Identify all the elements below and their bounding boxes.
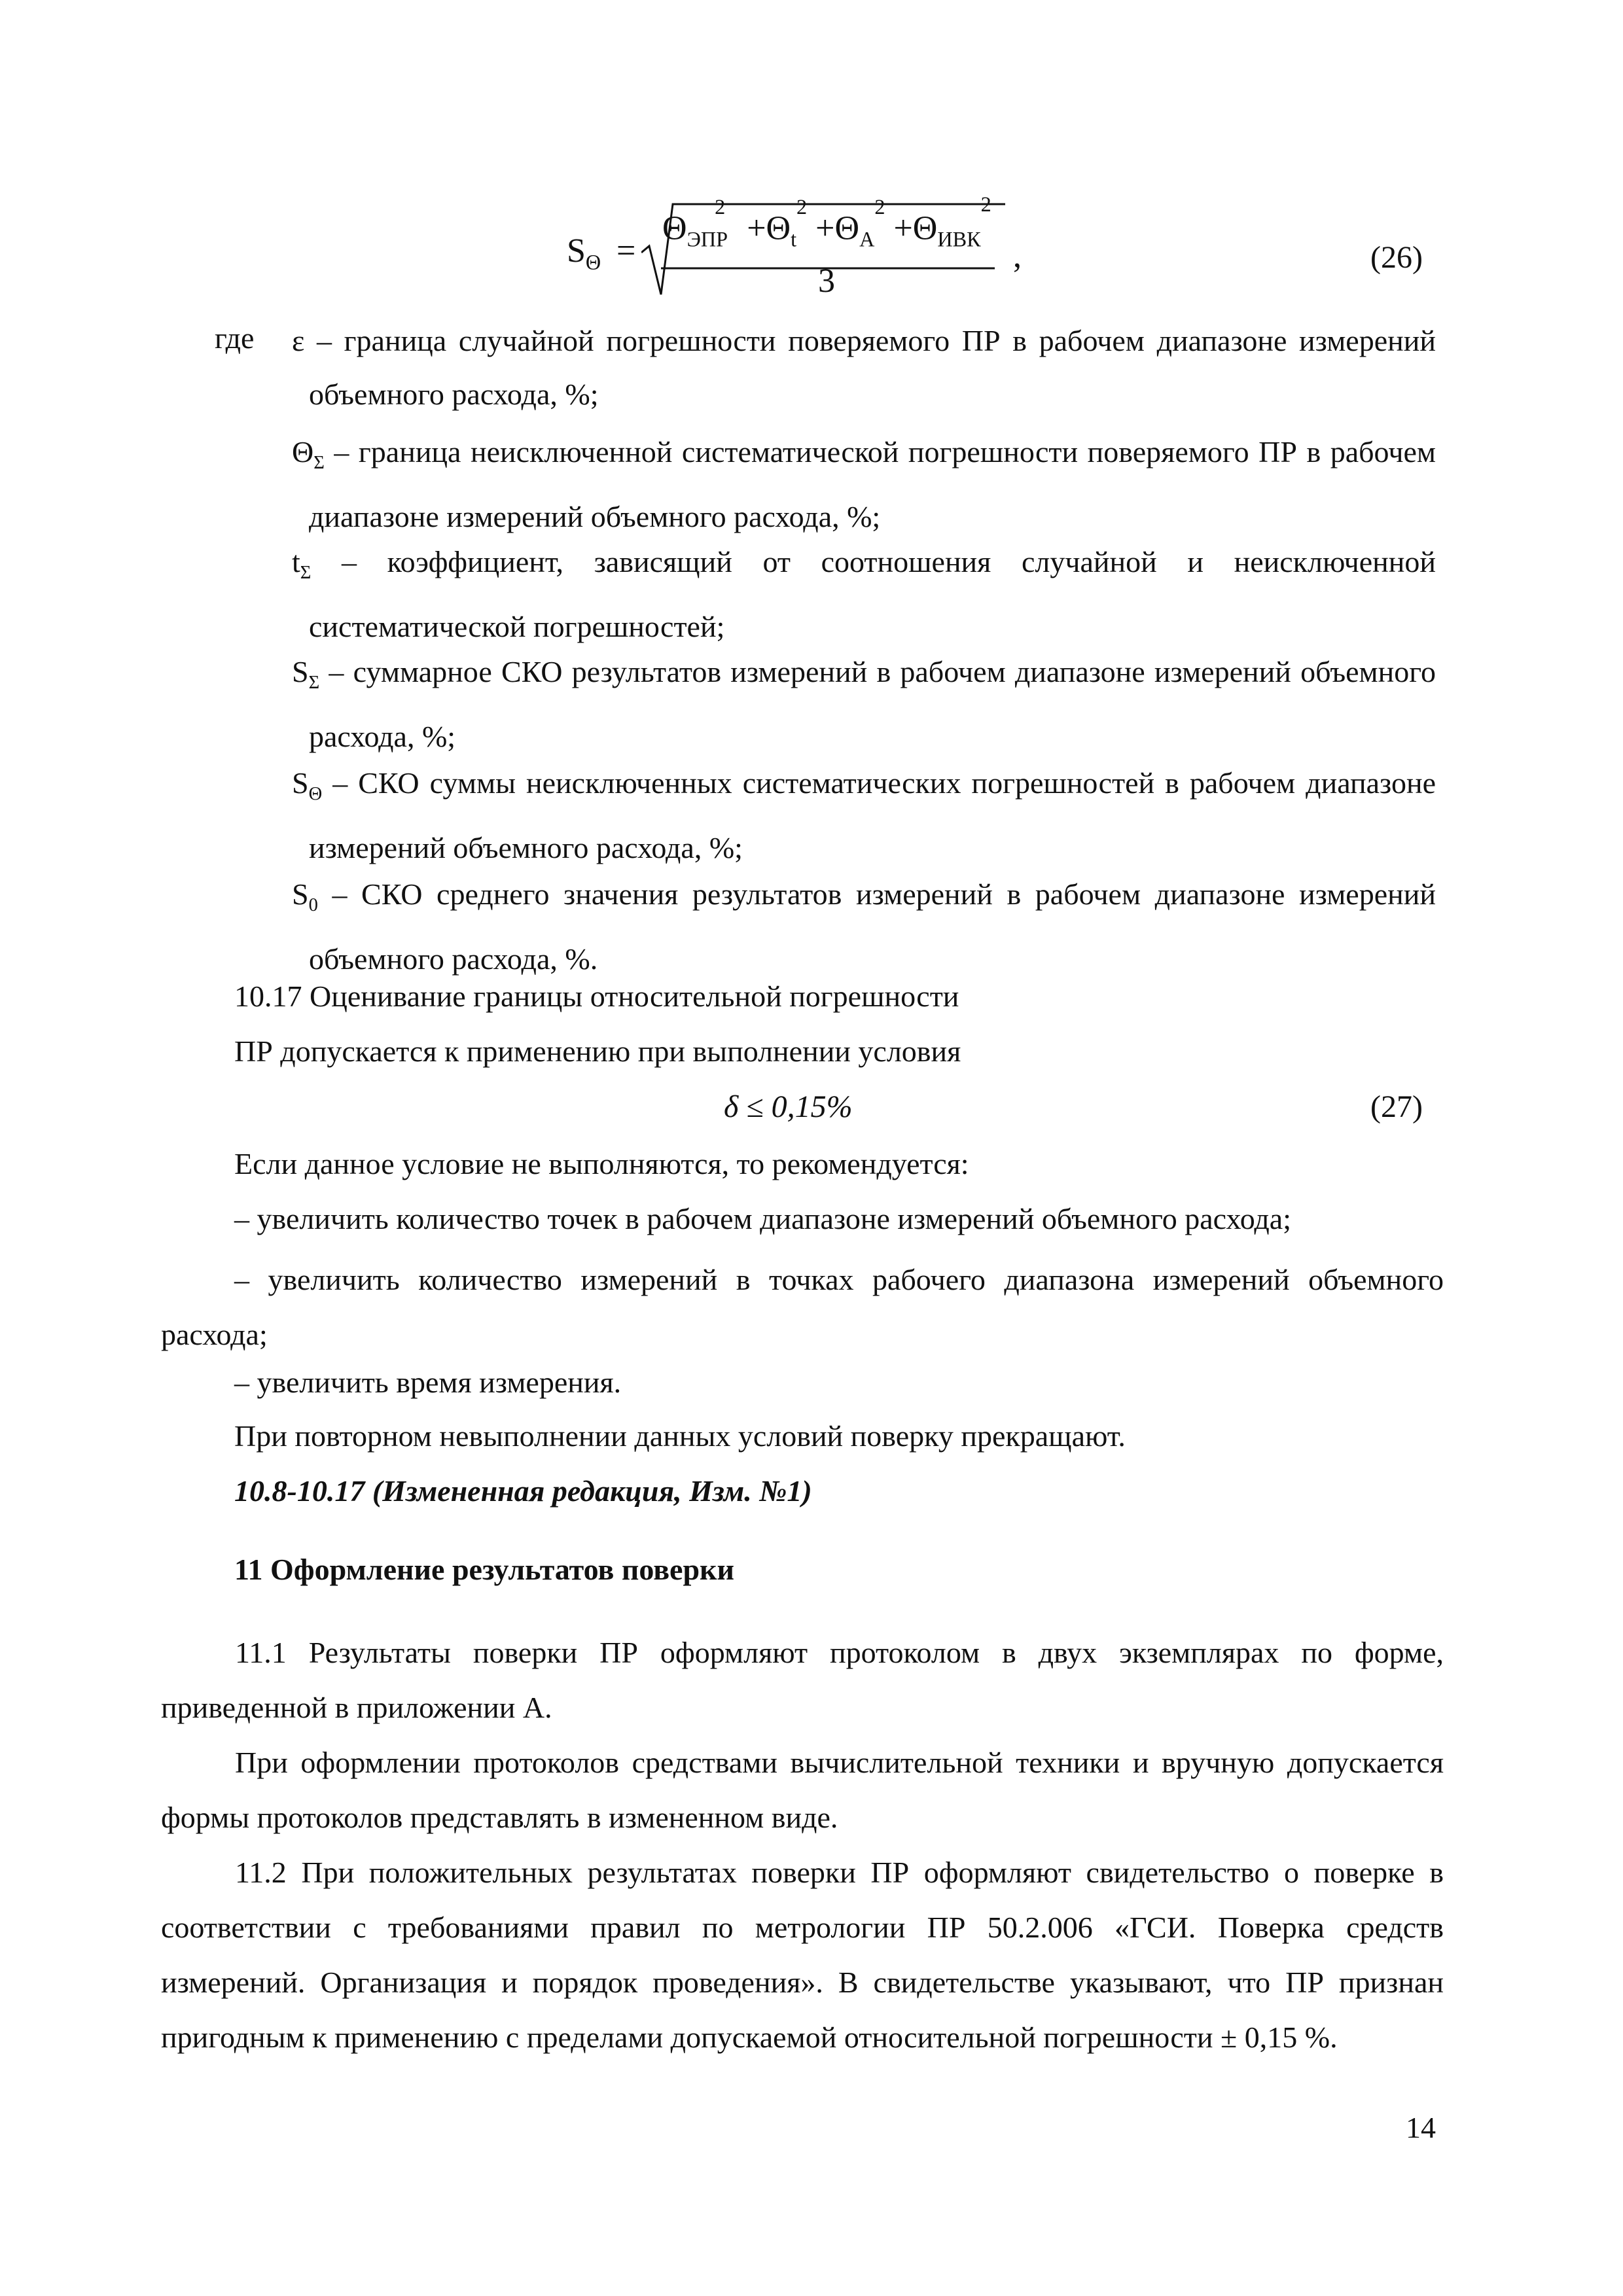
formula-denominator: 3 bbox=[818, 262, 835, 300]
formula-eq: = bbox=[616, 232, 636, 270]
equation-number-26: (26) bbox=[1370, 240, 1423, 275]
paragraph-10-17: 10.17 Оценивание границы относительной погрешности bbox=[234, 980, 959, 1013]
paragraph-11-1b: При оформлении протоколов средствами вычислительной техники и вручную допускается формы протоколов представлять в измененном виде. bbox=[161, 1746, 1444, 1834]
page-number: 14 bbox=[1406, 2111, 1436, 2144]
paragraph-11-1: 11.1 Результаты поверки ПР оформляют протоколом в двух экземплярах по форме, приведенной в приложении А. bbox=[161, 1636, 1444, 1724]
bullet-item: – увеличить количество измерений в точках рабочего диапазона измерений объемного расхода; bbox=[161, 1263, 1444, 1351]
where-label: где bbox=[215, 321, 255, 355]
definition-epsilon: ε – граница случайной погрешности поверяемого ПР в рабочем диапазоне измерений объемного расхода, %; bbox=[292, 324, 1436, 411]
formula-comma: , bbox=[1013, 238, 1022, 275]
change-note: 10.8-10.17 (Измененная редакция, Изм. №1) bbox=[234, 1474, 812, 1508]
formula-lhs: $S_\Theta$ bbox=[567, 232, 601, 274]
definition-t-sigma: $t_\Sigma$ – коэффициент, зависящий от соотношения случайной и неисключенной систематической погрешностей; bbox=[292, 545, 1436, 644]
definition-s-zero: $S_0$ – СКО среднего значения результатов измерений в рабочем диапазоне измерений объемного расхода, %. bbox=[292, 877, 1436, 976]
paragraph-11-2: 11.2 При положительных результатах поверки ПР оформляют свидетельство о поверке в соответствии с требованиями правил по метрологии ПР 50.2.006 «ГСИ. Поверка средств измерений. Организация и порядок проведения». В свидетельстве указывают, что ПР признан пригодным к применению с пределами допускаемой относительной погрешности ± 0,15 %. bbox=[161, 1856, 1444, 2054]
paragraph-repeat: При повторном невыполнении данных условий поверку прекращают. bbox=[234, 1419, 1126, 1453]
paragraph-condition: ПР допускается к применению при выполнении условия bbox=[234, 1034, 961, 1068]
definition-s-theta: $S_\Theta$ – СКО суммы неисключенных систематических погрешностей в рабочем диапазоне измерений объемного расхода, %; bbox=[292, 766, 1436, 865]
bullet-item: – увеличить количество точек в рабочем диапазоне измерений объемного расхода; bbox=[234, 1202, 1291, 1235]
equation-number-27: (27) bbox=[1370, 1089, 1423, 1124]
formula-numerator: $\Theta_{ЭПР}^2 +\Theta_t^2 +\Theta_A^2 +\Theta_{ИВК}^2$ bbox=[662, 192, 991, 251]
section-heading: 11 Оформление результатов поверки bbox=[234, 1553, 735, 1586]
bullet-item: – увеличить время измерения. bbox=[234, 1366, 622, 1399]
paragraph-if-not: Если данное условие не выполняются, то рекомендуется: bbox=[234, 1147, 969, 1180]
definition-s-sigma: $S_\Sigma$ – суммарное СКО результатов измерений в рабочем диапазоне измерений объемного расхода, %; bbox=[292, 655, 1436, 754]
definition-theta-sigma: $\Theta_\Sigma$ – граница неисключенной систематической погрешности поверяемого ПР в рабочем диапазоне измерений объемного расхода, %; bbox=[292, 435, 1436, 534]
formula-27: δ ≤ 0,15% bbox=[724, 1089, 853, 1124]
